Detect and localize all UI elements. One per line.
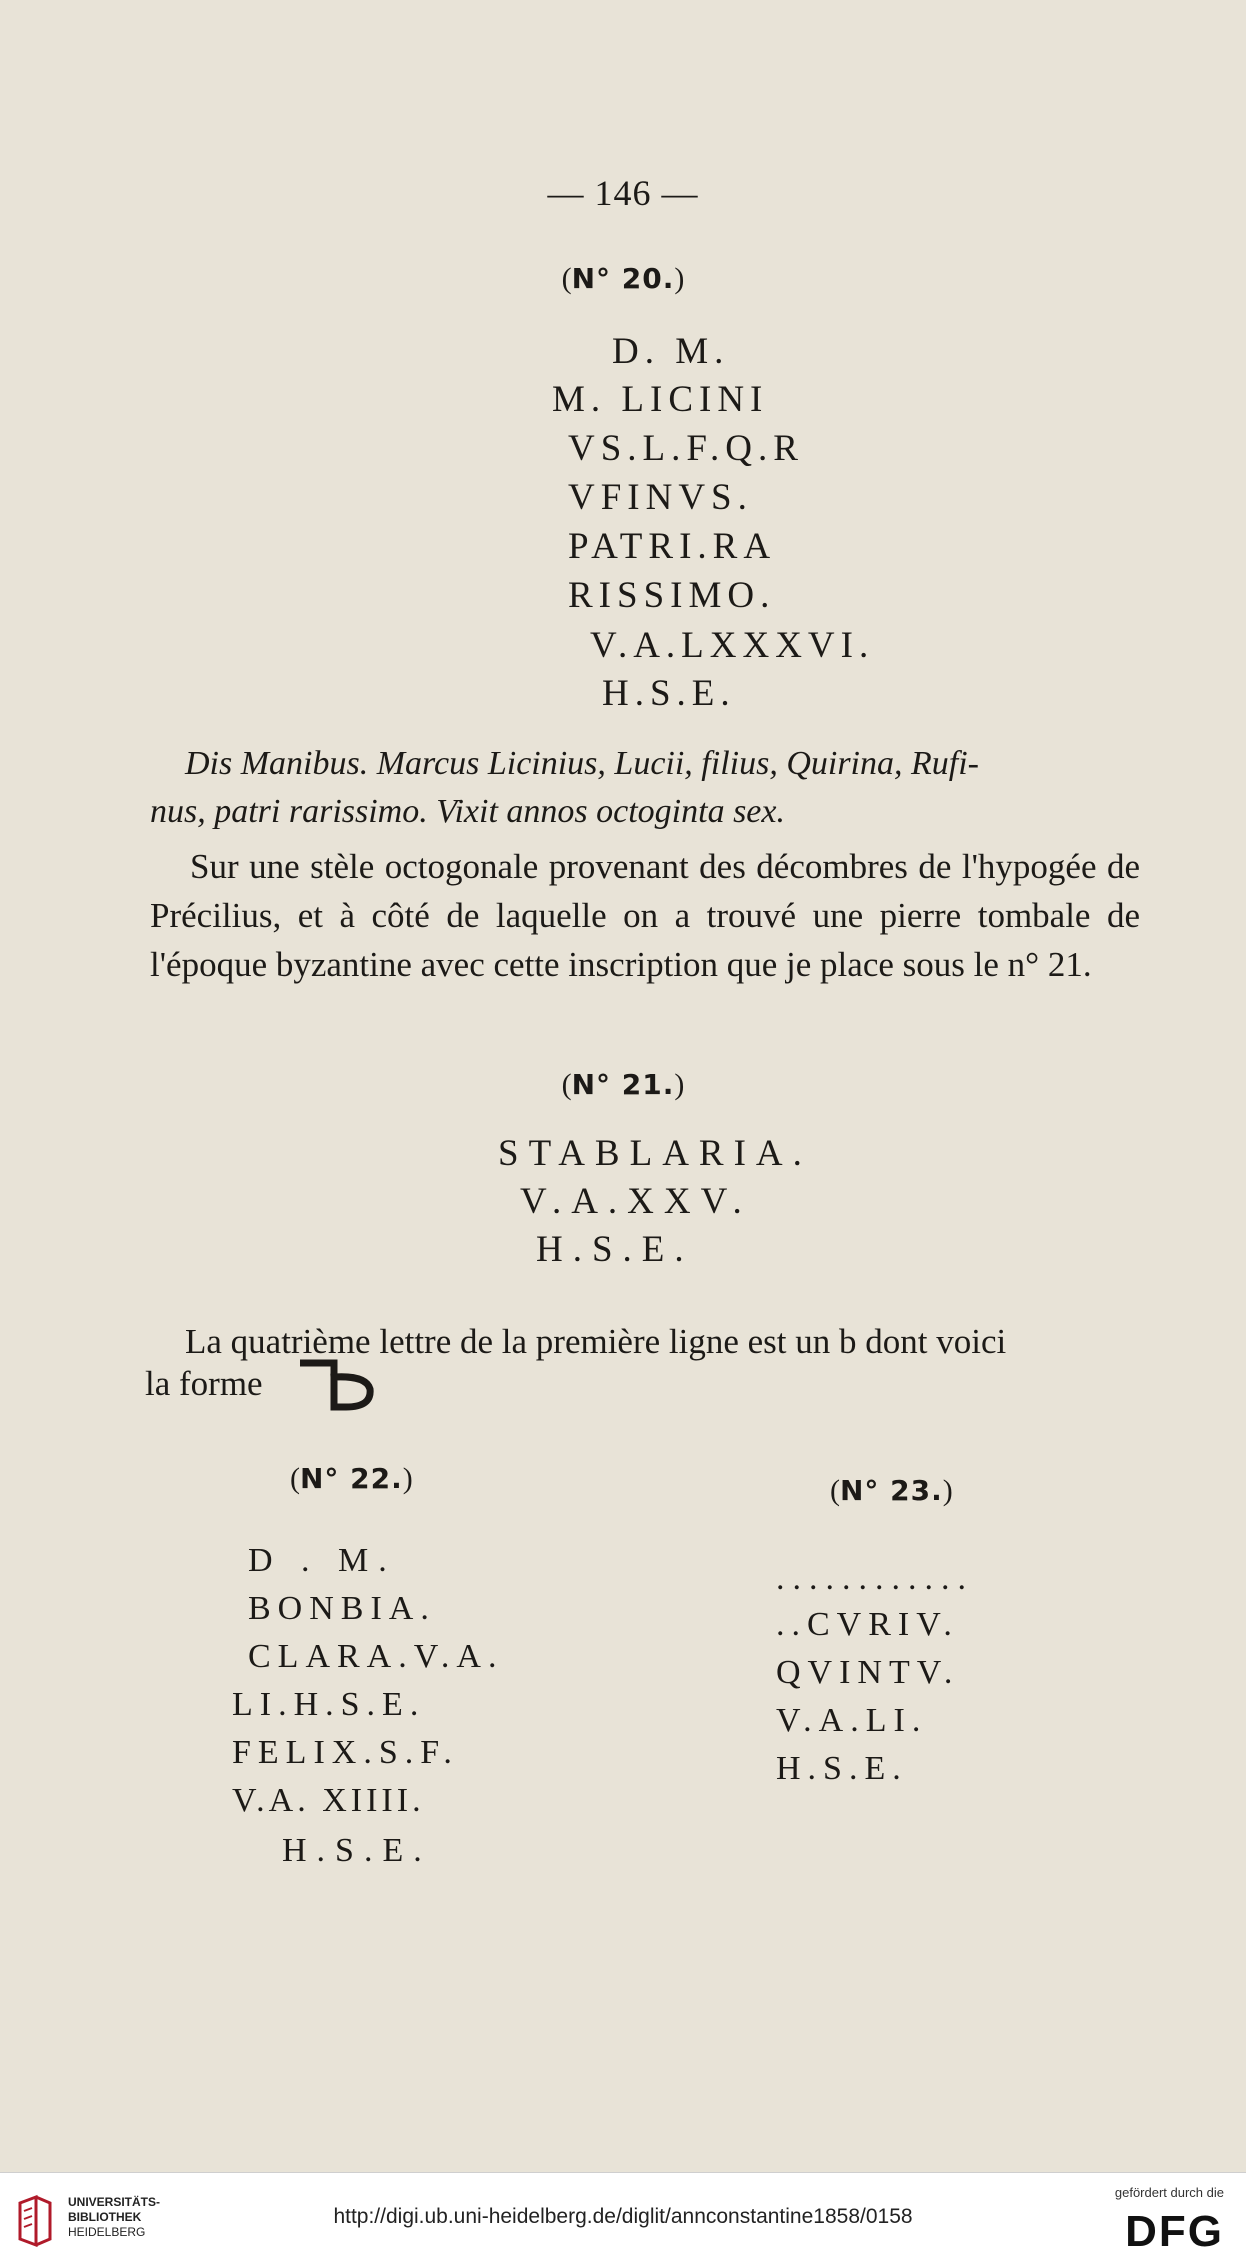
n22-line-3: CLARA.V.A. bbox=[248, 1638, 504, 1675]
n22-line-7: H.S.E. bbox=[282, 1832, 432, 1869]
heading-n23: (N° 23.) bbox=[830, 1474, 953, 1507]
dfg-logo: DFG bbox=[1125, 2207, 1224, 2256]
paragraph-2-line-2: la forme bbox=[145, 1364, 263, 1403]
heading-n21: (N° 21.) bbox=[561, 1068, 685, 1101]
n23-line-5: H.S.E. bbox=[776, 1750, 908, 1787]
heading-n22: (N° 22.) bbox=[290, 1462, 413, 1495]
letter-b-form-glyph bbox=[300, 1355, 380, 1415]
n22-line-1: D . M. bbox=[248, 1542, 397, 1579]
n23-line-1: ............ bbox=[776, 1560, 974, 1597]
n23-line-3: QVINTV. bbox=[776, 1654, 960, 1691]
n20-translation-line-1: Dis Manibus. Marcus Licinius, Lucii, filius, Quirina, Rufi- bbox=[185, 745, 979, 782]
n23-line-2: ..CVRIV. bbox=[776, 1606, 959, 1643]
page-number: — 146 — bbox=[547, 173, 699, 213]
n20-line-2: M. LICINI bbox=[552, 379, 769, 420]
heading-n20-number: N° 20. bbox=[571, 262, 675, 295]
n20-line-1: D. M. bbox=[612, 331, 730, 372]
n20-line-5: PATRI.RA bbox=[568, 526, 777, 567]
n20-line-7: V.A.LXXXVI. bbox=[590, 625, 875, 666]
viewer-footer bbox=[0, 2172, 1246, 2263]
n20-translation-line-2: nus, patri rarissimo. Vixit annos octoginta sex. bbox=[150, 793, 785, 830]
n22-line-2: BONBIA. bbox=[248, 1590, 436, 1627]
heading-n23-number: N° 23. bbox=[840, 1474, 943, 1507]
n20-line-6: RISSIMO. bbox=[568, 575, 776, 616]
heading-n20: (N° 20.) bbox=[561, 262, 685, 295]
n20-line-8: H.S.E. bbox=[602, 673, 736, 714]
n22-line-5: FELIX.S.F. bbox=[232, 1734, 459, 1771]
n22-line-6: V.A. XIIII. bbox=[232, 1782, 425, 1819]
heading-n21-number: N° 21. bbox=[571, 1068, 675, 1101]
n22-line-4: LI.H.S.E. bbox=[232, 1686, 426, 1723]
library-name: UNIVERSITÄTS- BIBLIOTHEK HEIDELBERG bbox=[68, 2195, 161, 2239]
permalink-url[interactable]: http://digi.ub.uni-heidelberg.de/diglit/annconstantine1858/0158 bbox=[333, 2205, 913, 2228]
paragraph-1: Sur une stèle octogonale provenant des décombres de l'hypogée de Précilius, et à côté de laquelle on a trouvé une pierre tombale de l'époque byzantine avec cette inscription que je place sous le n° 21. bbox=[150, 847, 1140, 984]
paragraph-2-line-1: La quatrième lettre de la première ligne est un b dont voici bbox=[185, 1322, 1007, 1361]
funder-label: gefördert durch die bbox=[1114, 2185, 1224, 2200]
n20-line-4: VFINVS. bbox=[568, 477, 753, 518]
n21-line-3: H.S.E. bbox=[536, 1229, 694, 1270]
n21-line-2: V.A.XXV. bbox=[520, 1181, 752, 1222]
n20-line-3: VS.L.F.Q.R bbox=[568, 428, 804, 469]
n21-line-1: STABLARIA. bbox=[498, 1133, 812, 1174]
heading-n22-number: N° 22. bbox=[300, 1462, 403, 1495]
n23-line-4: V.A.LI. bbox=[776, 1702, 928, 1739]
